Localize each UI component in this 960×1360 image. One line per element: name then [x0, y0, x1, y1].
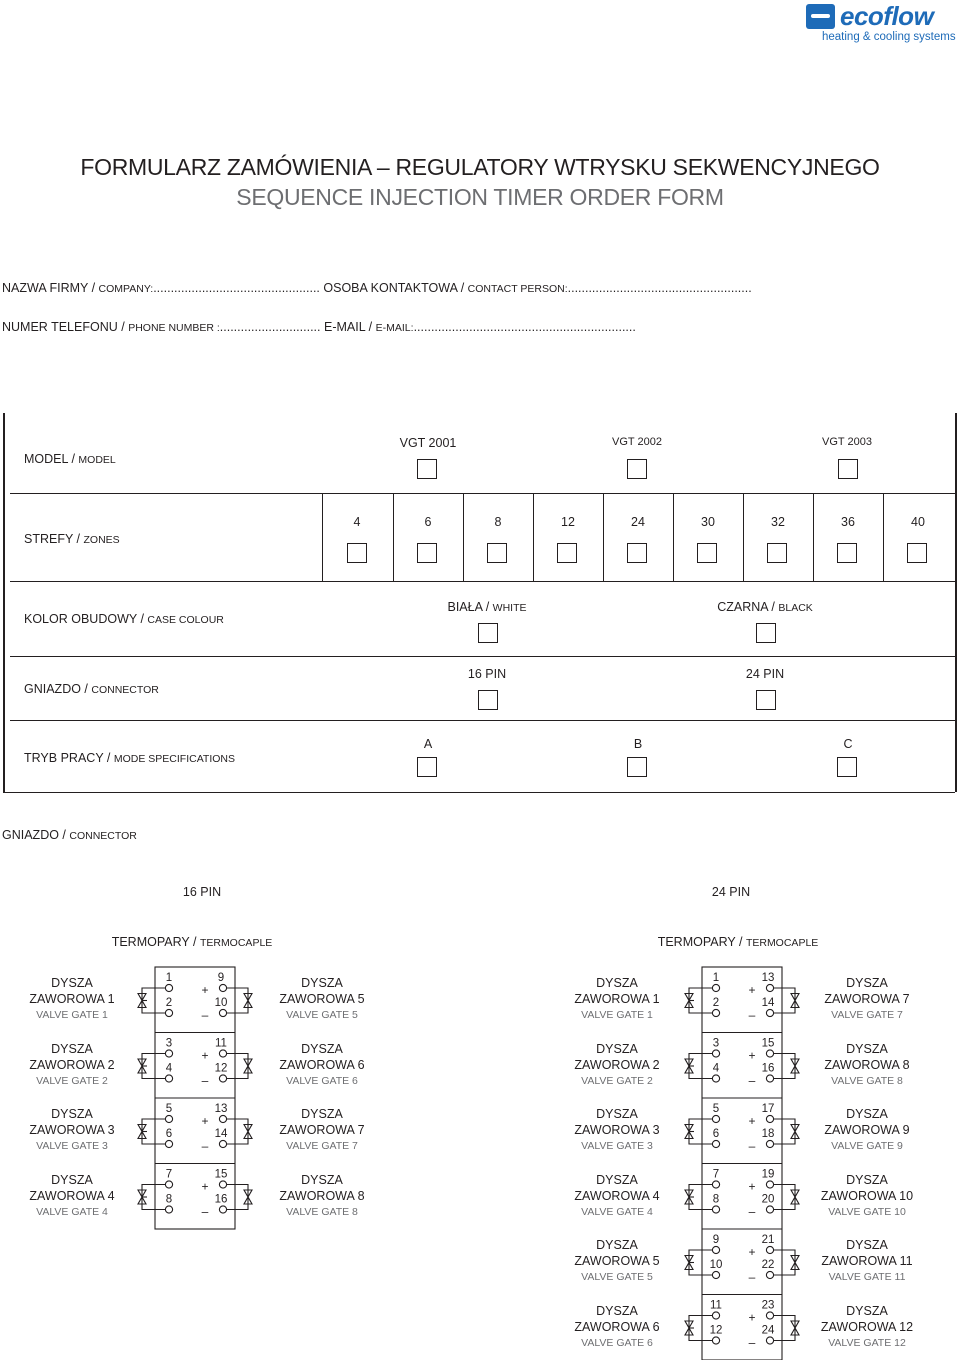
valve-gate-label [792, 1041, 942, 1089]
thermocouple-heading: TERMOPARY / TERMOCAPLE [111, 935, 273, 949]
terminal-icon [712, 984, 719, 991]
pin-number: 12 [214, 1062, 228, 1075]
terminal-icon [766, 984, 773, 991]
valve-gate-label [792, 1303, 942, 1351]
valve-gate-line1: DYSZA [846, 1238, 888, 1252]
zone-option-label: 24 [631, 515, 645, 529]
terminal-icon [766, 1181, 773, 1188]
company-label: NAZWA FIRMY / COMPANY: [2, 281, 154, 295]
terminal-icon [712, 1271, 719, 1278]
terminal-icon [165, 1140, 172, 1147]
valve-gate-line2: ZAWOROWA 1 [574, 992, 660, 1006]
pin-number: 14 [761, 997, 775, 1009]
terminal-icon [766, 1050, 773, 1057]
terminal-icon [219, 1115, 226, 1122]
terminal-icon [219, 1075, 226, 1082]
pin-number: 1 [165, 972, 173, 984]
terminal-icon [219, 1140, 226, 1147]
zone-option-label: 30 [701, 515, 715, 529]
connector-row-label: GNIAZDO / CONNECTOR [24, 682, 159, 696]
pin-number: 10 [214, 997, 228, 1009]
valve-gate-line2: ZAWOROWA 3 [29, 1123, 115, 1137]
terminal-icon [766, 1009, 773, 1016]
valve-gate-line3: VALVE GATE 5 [286, 1009, 358, 1021]
pin-number: 4 [712, 1062, 720, 1075]
thermo-plus: + [748, 1114, 756, 1128]
mode-option-label: B [633, 737, 643, 751]
valve-gate-line1: DYSZA [301, 976, 343, 990]
zone-option-label: 12 [561, 515, 575, 529]
valve-gate-line3: VALVE GATE 4 [36, 1205, 108, 1218]
valve-gate-line3: VALVE GATE 2 [36, 1074, 108, 1087]
terminal-icon [712, 1181, 719, 1188]
contact-person-label: OSOBA KONTAKTOWA / CONTACT PERSON: [323, 281, 568, 295]
connector-option-label: 24 PIN [745, 667, 785, 681]
valve-wire [227, 1119, 248, 1144]
valve-gate-line2: ZAWOROWA 9 [824, 1123, 910, 1137]
terminal-icon [766, 1075, 773, 1082]
pin-number: 11 [710, 1299, 722, 1312]
valve-gate-line2: ZAWOROWA 6 [279, 1057, 365, 1072]
valve-gate-label [542, 1303, 692, 1351]
valve-gate-line3: VALVE GATE 6 [286, 1074, 358, 1087]
valve-gate-line1: DYSZA [301, 1041, 343, 1056]
thermo-plus: + [748, 1245, 756, 1259]
pin-number: 23 [761, 1299, 775, 1312]
company-field[interactable]: ................................................ [153, 281, 320, 295]
valve-gate-line2: ZAWOROWA 11 [821, 1254, 913, 1268]
pin16-heading: 16 PIN [182, 885, 222, 899]
thermo-plus: + [201, 1048, 209, 1063]
phone-label: NUMER TELEFONU / PHONE NUMBER : [2, 320, 220, 334]
terminal-icon [219, 1009, 226, 1016]
valve-gate-line3: VALVE GATE 2 [581, 1074, 653, 1087]
terminal-icon [766, 1206, 773, 1213]
thermo-minus: – [748, 1335, 756, 1350]
pin-number: 1 [712, 972, 720, 984]
model-option-label: VGT 2002 [612, 436, 662, 448]
zone-option-label: 32 [771, 515, 785, 529]
valve-gate-line2: ZAWOROWA 4 [29, 1188, 115, 1203]
valve-gate-line2: ZAWOROWA 7 [279, 1123, 365, 1137]
terminal-icon [165, 1115, 172, 1122]
valve-gate-line2: ZAWOROWA 8 [824, 1057, 910, 1072]
terminal-icon [219, 1206, 226, 1213]
valve-gate-line2: ZAWOROWA 4 [574, 1188, 660, 1203]
valve-gate-line3: VALVE GATE 8 [286, 1205, 358, 1218]
terminal-icon [766, 1246, 773, 1253]
valve-gate-line2: ZAWOROWA 5 [279, 992, 365, 1006]
valve-gate-line2: ZAWOROWA 3 [574, 1123, 660, 1137]
valve-gate-line1: DYSZA [846, 1107, 888, 1121]
connector-option-label: 16 PIN [467, 667, 507, 681]
thermo-plus: + [748, 1048, 756, 1063]
thermo-minus: – [748, 1204, 756, 1219]
zone-option-label: 40 [911, 515, 925, 529]
valve-gate-label [542, 1106, 692, 1154]
terminal-icon [165, 984, 172, 991]
pin-number: 9 [217, 972, 225, 984]
zone-option-label: 4 [353, 515, 361, 529]
pin-number: 24 [761, 1324, 775, 1337]
valve-gate-line3: VALVE GATE 3 [36, 1140, 108, 1152]
model-option-label: VGT 2003 [822, 436, 872, 448]
valve-gate-label [0, 1041, 147, 1089]
pin-number: 12 [709, 1324, 723, 1337]
terminal-icon [712, 1050, 719, 1057]
valve-gate-line1: DYSZA [596, 1107, 638, 1121]
valve-gate-line2: ZAWOROWA 7 [824, 992, 910, 1006]
valve-gate-line1: DYSZA [596, 1303, 638, 1318]
thermo-minus: – [748, 1139, 756, 1153]
terminal-icon [712, 1140, 719, 1147]
valve-gate-label [542, 1172, 692, 1220]
terminal-icon [165, 1050, 172, 1057]
colour-option-label: BIAŁA / WHITE [447, 600, 527, 614]
valve-gate-line1: DYSZA [301, 1107, 343, 1121]
valve-gate-line3: VALVE GATE 7 [831, 1009, 903, 1021]
terminal-icon [712, 1009, 719, 1016]
model-option-label: VGT 2001 [399, 436, 457, 450]
zone-option-label: 8 [494, 515, 502, 529]
valve-gate-line2: ZAWOROWA 6 [574, 1319, 660, 1334]
terminal-icon [219, 1181, 226, 1188]
valve-gate-line1: DYSZA [596, 1172, 638, 1187]
thermo-minus: – [748, 1073, 756, 1088]
thermo-plus: + [201, 1179, 209, 1194]
valve-gate-line3: VALVE GATE 1 [36, 1009, 108, 1021]
valve-gate-line1: DYSZA [301, 1172, 343, 1187]
valve-gate-line1: DYSZA [846, 1041, 888, 1056]
pin-number: 18 [761, 1128, 775, 1140]
pin-number: 8 [165, 1193, 173, 1206]
pin24-heading: 24 PIN [711, 885, 751, 899]
phone-field[interactable]: ............................. [219, 320, 321, 334]
valve-gate-label [247, 1041, 397, 1089]
pin-number: 17 [761, 1103, 775, 1115]
thermo-minus: – [201, 1204, 209, 1219]
thermo-plus: + [748, 1179, 756, 1194]
pin-number: 10 [709, 1259, 723, 1271]
mode-option-label: C [843, 737, 853, 751]
valve-gate-line3: VALVE GATE 3 [581, 1140, 653, 1152]
valve-gate-label [542, 975, 692, 1023]
mode-option-label: A [423, 737, 433, 751]
mode-row-label: TRYB PRACY / MODE SPECIFICATIONS [24, 751, 236, 765]
terminal-icon [712, 1206, 719, 1213]
pin-number: 2 [712, 997, 720, 1009]
valve-gate-label [542, 1041, 692, 1089]
valve-gate-line2: ZAWOROWA 12 [820, 1319, 914, 1334]
valve-gate-label [0, 975, 147, 1023]
valve-gate-line2: ZAWOROWA 8 [279, 1188, 365, 1203]
page-title-pl: FORMULARZ ZAMÓWIENIA – REGULATORY WTRYSKU SEKWENCYJNEGO [80, 154, 880, 180]
valve-gate-line1: DYSZA [51, 976, 93, 990]
valve-wire [227, 1054, 248, 1079]
pin-number: 13 [214, 1103, 228, 1115]
zone-option-label: 36 [841, 515, 855, 529]
valve-gate-label [247, 1106, 397, 1154]
thermo-minus: – [201, 1008, 209, 1022]
valve-gate-line1: DYSZA [846, 1172, 888, 1187]
valve-gate-label [247, 1172, 397, 1220]
pin-number: 3 [712, 1037, 720, 1050]
valve-gate-line3: VALVE GATE 7 [286, 1140, 358, 1152]
terminal-icon [766, 1337, 773, 1344]
terminal-icon [766, 1271, 773, 1278]
valve-gate-label [0, 1172, 147, 1220]
pin-number: 7 [165, 1168, 173, 1181]
pin-number: 3 [165, 1037, 173, 1050]
logo-brand: ecoflow [840, 1, 934, 31]
pin-number: 5 [712, 1103, 720, 1115]
valve-gate-line1: DYSZA [51, 1041, 93, 1056]
valve-gate-line3: VALVE GATE 6 [581, 1336, 653, 1349]
terminal-icon [766, 1312, 773, 1319]
terminal-icon [712, 1075, 719, 1082]
valve-gate-line3: VALVE GATE 1 [581, 1009, 653, 1021]
valve-gate-label [792, 975, 942, 1023]
page-title-en: SEQUENCE INJECTION TIMER ORDER FORM [236, 184, 724, 210]
valve-gate-line3: VALVE GATE 12 [828, 1336, 906, 1349]
pin-number: 14 [214, 1128, 228, 1140]
terminal-icon [219, 1050, 226, 1057]
contact-person-field[interactable]: ..................................................... [567, 281, 752, 295]
terminal-icon [712, 1115, 719, 1122]
model-row-label: MODEL / MODEL [24, 452, 116, 466]
valve-wire [227, 1185, 248, 1210]
terminal-icon [766, 1115, 773, 1122]
valve-gate-line3: VALVE GATE 5 [581, 1271, 653, 1283]
pin-number: 16 [214, 1193, 228, 1206]
valve-gate-label [792, 1172, 942, 1220]
valve-gate-label [792, 1106, 942, 1154]
logo-tagline: heating & cooling systems [822, 31, 956, 43]
zone-option-label: 6 [424, 515, 432, 529]
email-field[interactable]: ................................................................ [413, 320, 636, 334]
valve-gate-line2: ZAWOROWA 2 [574, 1057, 660, 1072]
valve-gate-line3: VALVE GATE 10 [828, 1205, 906, 1218]
valve-gate-line3: VALVE GATE 11 [828, 1271, 906, 1283]
colour-row-label: KOLOR OBUDOWY / CASE COLOUR [24, 612, 224, 626]
pin-number: 21 [761, 1234, 775, 1246]
valve-gate-line2: ZAWOROWA 5 [574, 1254, 660, 1268]
pin-number: 6 [165, 1128, 173, 1140]
pin-number: 5 [165, 1103, 173, 1115]
thermo-plus: + [748, 983, 756, 997]
valve-gate-label [792, 1237, 942, 1285]
pin-number: 4 [165, 1062, 173, 1075]
pin-number: 20 [761, 1193, 775, 1206]
thermo-plus: + [201, 1114, 209, 1128]
terminal-icon [165, 1206, 172, 1213]
terminal-icon [766, 1140, 773, 1147]
pin-number: 7 [712, 1168, 720, 1181]
terminal-icon [712, 1246, 719, 1253]
terminal-icon [165, 1181, 172, 1188]
connector-section-label: GNIAZDO / CONNECTOR [2, 828, 137, 842]
thermo-minus: – [201, 1073, 209, 1088]
valve-gate-line1: DYSZA [51, 1172, 93, 1187]
terminal-icon [712, 1312, 719, 1319]
valve-gate-line1: DYSZA [846, 1303, 888, 1318]
pin-number: 8 [712, 1193, 720, 1206]
valve-gate-label [0, 1106, 147, 1154]
valve-gate-line2: ZAWOROWA 2 [29, 1057, 115, 1072]
pin-number: 19 [761, 1168, 775, 1181]
valve-gate-line1: DYSZA [596, 976, 638, 990]
colour-option-label: CZARNA / BLACK [717, 600, 813, 614]
pin-number: 22 [761, 1259, 775, 1271]
email-label: E-MAIL / E-MAIL: [323, 320, 414, 334]
terminal-icon [219, 984, 226, 991]
valve-gate-line3: VALVE GATE 9 [831, 1140, 903, 1152]
terminal-icon [165, 1009, 172, 1016]
terminal-icon [712, 1337, 719, 1344]
pin-number: 15 [761, 1037, 775, 1050]
pin-number: 15 [214, 1168, 228, 1181]
valve-gate-label [542, 1237, 692, 1285]
pin-number: 11 [215, 1037, 227, 1050]
valve-gate-line1: DYSZA [596, 1041, 638, 1056]
zones-row-label: STREFY / ZONES [24, 532, 120, 546]
thermocouple-heading: TERMOPARY / TERMOCAPLE [657, 935, 819, 949]
valve-gate-line2: ZAWOROWA 10 [820, 1188, 914, 1203]
thermo-minus: – [201, 1139, 209, 1153]
pin-number: 13 [761, 972, 775, 984]
valve-gate-line2: ZAWOROWA 1 [29, 992, 115, 1006]
pin-number: 9 [712, 1234, 720, 1246]
thermo-minus: – [748, 1008, 756, 1022]
valve-gate-line3: VALVE GATE 4 [581, 1205, 653, 1218]
thermo-plus: + [201, 983, 209, 997]
thermo-plus: + [748, 1310, 756, 1325]
pin-number: 6 [712, 1128, 720, 1140]
terminal-icon [165, 1075, 172, 1082]
valve-gate-line3: VALVE GATE 8 [831, 1074, 903, 1087]
valve-gate-line1: DYSZA [51, 1107, 93, 1121]
valve-wire [227, 988, 248, 1013]
pin-number: 16 [761, 1062, 775, 1075]
valve-gate-line1: DYSZA [846, 976, 888, 990]
valve-gate-label [247, 975, 397, 1023]
valve-gate-line1: DYSZA [596, 1238, 638, 1252]
thermo-minus: – [748, 1270, 756, 1284]
pin-number: 2 [165, 997, 173, 1009]
